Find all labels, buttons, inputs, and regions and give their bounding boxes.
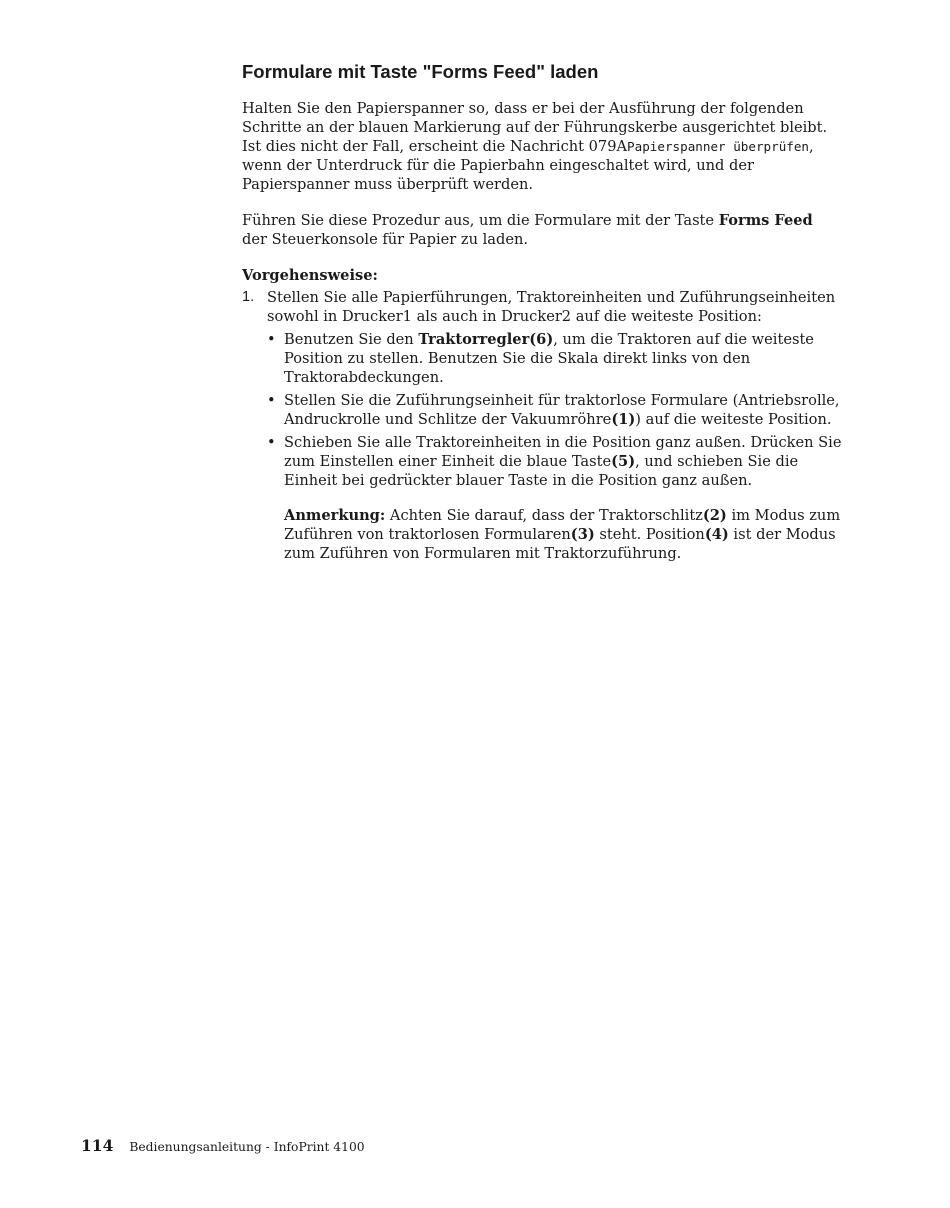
- callout-4: (4): [704, 526, 729, 543]
- callout-5: (5): [611, 453, 636, 470]
- bullet-item: • Benutzen Sie den Traktorregler(6), um die Traktoren auf die weiteste Position zu stellen. Benutzen Sie die Skala direkt links von den Traktorabdeckungen.: [267, 331, 814, 386]
- traktorregler-label: Traktorregler(6): [418, 331, 554, 348]
- procedure-label: Vorgehensweise:: [242, 267, 378, 284]
- intro-paragraph: [242, 99, 842, 194]
- page-content: [242, 60, 842, 567]
- bullet-marker: •: [267, 434, 276, 451]
- footer-title: Bedienungsanleitung - InfoPrint 4100: [129, 1140, 365, 1154]
- bullet-item: • Stellen Sie die Zuführungseinheit für traktorlose Formulare (Antriebsrolle, Andruckrolle und Schlitze der Vakuumröhre(1)) auf die weiteste Position.: [267, 392, 840, 428]
- message-code: Papierspanner überprüfen: [627, 139, 810, 154]
- bullet-item: • Schieben Sie alle Traktoreinheiten in die Position ganz außen. Drücken Sie zum Einstellen einer Einheit die blaue Taste(5), und schieben Sie die Einheit bei gedrückter blauer Taste in die Position ganz außen. Anmerkung: Achten Sie darauf, dass der Traktorschlitz(2) im Modus zum Zuführen von traktorlosen Formularen(3) steht. Position(4) ist der Modus zum Zuführen von Formularen mit Traktorzuführung.: [267, 434, 842, 562]
- intro-text-start: Halten Sie den Papierspanner so, dass er bei der Ausführung der folgenden Schritte an der blauen Markierung auf der Führungskerbe ausgerichtet bleibt. Ist dies nicht der Fall, erscheint die Nachricht 079A: [242, 100, 828, 155]
- forms-feed-key: Forms Feed: [718, 212, 813, 229]
- callout-2: (2): [702, 507, 727, 524]
- intro-text-end: , wenn der Unterdruck für die Papierbahn eingeschaltet wird, und der Papierspanner muss überprüft werden.: [242, 138, 814, 193]
- page-footer: [81, 1136, 365, 1155]
- section-heading: Formulare mit Taste "Forms Feed" laden: [242, 61, 599, 82]
- step-1-text: Stellen Sie alle Papierführungen, Traktoreinheiten und Zuführungseinheiten sowohl in Drucker1 als auch in Drucker2 auf die weiteste Position:: [267, 289, 836, 325]
- callout-3: (3): [570, 526, 595, 543]
- procedure-intro-start: Führen Sie diese Prozedur aus, um die Formulare mit der Taste: [242, 212, 719, 229]
- step-1: [242, 288, 842, 563]
- bullet-marker: •: [267, 392, 276, 409]
- procedure-intro-end: der Steuerkonsole für Papier zu laden.: [242, 231, 529, 248]
- note-label: Anmerkung:: [284, 507, 386, 524]
- page-number: 114: [81, 1136, 114, 1155]
- step-number: 1.: [242, 289, 255, 305]
- callout-1: (1): [611, 411, 636, 428]
- note-block: Anmerkung: Achten Sie darauf, dass der Traktorschlitz(2) im Modus zum Zuführen von traktorlosen Formularen(3) steht. Position(4) ist der Modus zum Zuführen von Formularen mit Traktorzuführung.: [284, 507, 841, 562]
- procedure-intro-paragraph: [242, 211, 842, 249]
- step-1-bullets: [267, 330, 842, 563]
- bullet-marker: •: [267, 331, 276, 348]
